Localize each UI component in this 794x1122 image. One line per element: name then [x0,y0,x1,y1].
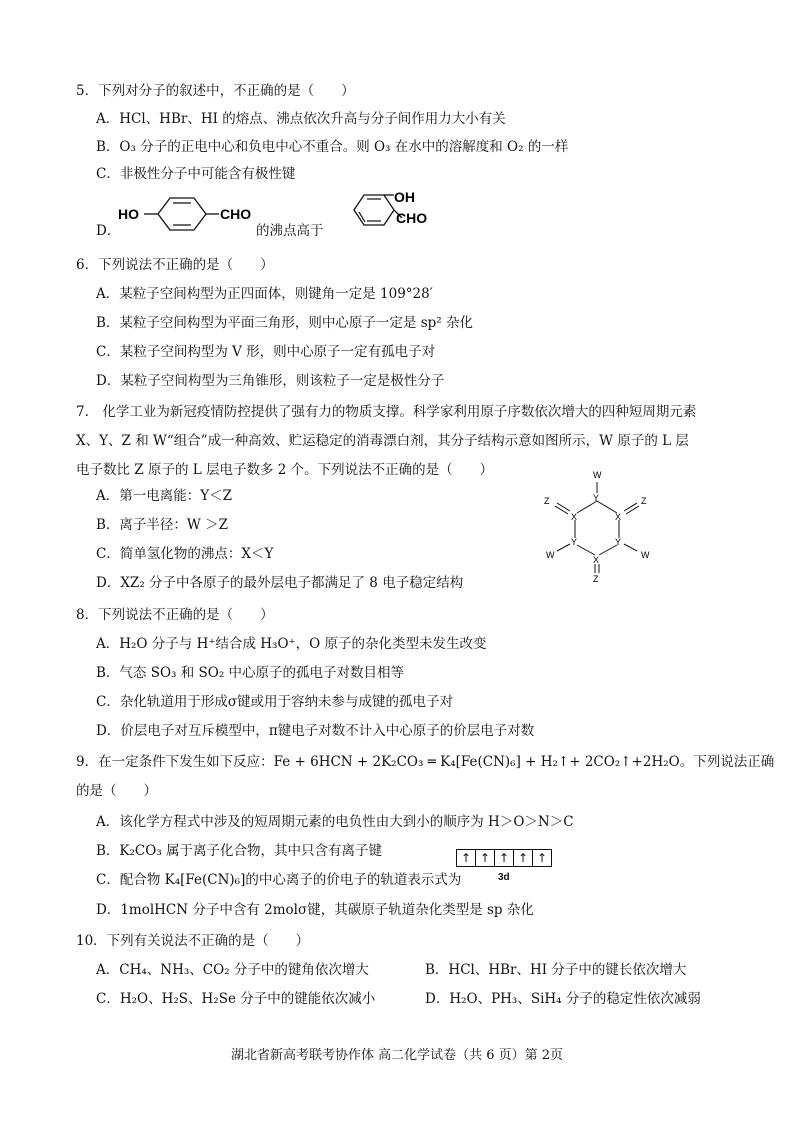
atom-z-right: Z [641,496,647,506]
orbital-box-5: ↑ [532,849,552,867]
orbital-label: 3d [498,872,510,883]
page-footer: 湖北省新高考联考协作体 高二化学试卷（共 6 页）第 2页 [230,1048,564,1063]
orbital-box-4: ↑ [513,849,533,867]
q8-option-b: B．气态 SO₃ 和 SO₂ 中心原子的孤电子对数目相等 [96,665,405,681]
atom-z-bottom: Z [593,574,599,584]
q8-option-c: C．杂化轨道用于形成σ键或用于容纳未参与成键的孤电子对 [96,694,454,710]
q10-option-c: C．H₂O、H₂S、H₂Se 分子中的键能依次减小 [96,991,376,1007]
mol1-left-label: HO [118,206,139,222]
q7-option-b: B．离子半径：W ＞Z [96,517,228,533]
q9-option-c: C．配合物 K₄[Fe(CN)₆]的中心离子的价电子的轨道表示式为 [96,872,462,888]
atom-y-right: Y [615,537,622,547]
atom-y-top: Y [593,493,600,503]
atom-z-left: Z [544,496,550,506]
q6-option-a: A．某粒子空间构型为正四面体，则键角一定是 109°28′ [96,286,433,302]
q9-option-d: D．1molHCN 分子中含有 2molσ键，其碳原子轨道杂化类型是 sp 杂化 [96,902,534,918]
orbital-diagram-3d [456,847,551,867]
q10-option-b: B．HCl、HBr、HI 分子中的键长依次增大 [425,962,687,978]
mol2-oh-label: OH [394,189,415,205]
q9-stem-line2: 的是（ ） [76,783,157,799]
q9-stem-line1: 9．在一定条件下发生如下反应：Fe + 6HCN + 2K₂CO₃ ═ K₄[Fe(CN)₆] + H₂↑+ 2CO₂↑+2H₂O。下列说法正确 [76,754,775,770]
q7-option-c: C．简单氢化物的沸点：X＜Y [96,546,274,562]
q7-option-d: D．XZ₂ 分子中各原子的最外层电子都满足了 8 电子稳定结构 [96,575,464,591]
atom-x-right: X [615,512,622,522]
q9-option-a: A．该化学方程式中涉及的短周期元素的电负性由大到小的顺序为 H＞O＞N＞C [96,814,574,830]
q10-option-d: D．H₂O、PH₃、SiH₄ 分子的稳定性依次减弱 [425,991,701,1007]
atom-x-bottom: X [593,555,600,565]
q7-molecular-structure-diagram [540,462,660,584]
mol1-right-label: CHO [220,206,252,222]
q7-stem-line2: X、Y、Z 和 W“组合”成一种高效、贮运稳定的消毒漂白剂，其分子结构示意如图所示，W 原子的 L 层 [76,433,689,449]
q10-option-a: A．CH₄、NH₃、CO₂ 分子中的键角依次增大 [96,962,369,978]
q7-option-a: A．第一电离能：Y＜Z [96,488,233,504]
q5-option-d-text: 的沸点高于 [256,223,324,239]
q5-option-b: B．O₃ 分子的正电中心和负电中心不重合。则 O₃ 在水中的溶解度和 O₂ 的一样 [96,139,569,155]
atom-x-left: X [571,512,578,522]
q8-option-d: D．价层电子对互斥模型中，π键电子对数不计入中心原子的价层电子对数 [96,723,535,739]
q5-option-d-label: D． [96,223,121,239]
q8-option-a: A．H₂O 分子与 H⁺结合成 H₃O⁺，O 原子的杂化类型未发生改变 [96,636,487,652]
atom-w-right: W [641,550,650,560]
ortho-hydroxybenzaldehyde-structure [354,190,434,238]
atom-w-top: W [593,470,602,480]
q6-stem: 6．下列说法不正确的是（ ） [76,257,274,273]
q5-option-a: A．HCl、HBr、HI 的熔点、沸点依次升高与分子间作用力大小有关 [96,111,506,127]
q6-option-d: D．某粒子空间构型为三角锥形，则该粒子一定是极性分子 [96,373,445,389]
orbital-box-3: ↑ [494,849,514,867]
q7-stem-line3: 电子数比 Z 原子的 L 层电子数多 2 个。下列说法不正确的是（ ） [76,462,494,478]
para-hydroxybenzaldehyde-structure [118,193,258,233]
orbital-box-2: ↑ [475,849,495,867]
q5-stem: 5．下列对分子的叙述中，不正确的是（ ） [76,83,355,99]
atom-y-left: Y [571,537,578,547]
q8-stem: 8．下列说法不正确的是（ ） [76,607,274,623]
q10-stem: 10．下列有关说法不正确的是（ ） [76,933,310,949]
q9-option-b: B．K₂CO₃ 属于离子化合物，其中只含有离子键 [96,843,383,859]
q5-option-c: C．非极性分子中可能含有极性键 [96,166,296,182]
orbital-box-1: ↑ [456,849,476,867]
q7-stem-line1: 7. 化学工业为新冠疫情防控提供了强有力的物质支撑。科学家利用原子序数依次增大的四种短周期元素 [76,404,697,420]
atom-w-left: W [546,550,555,560]
q6-option-b: B．某粒子空间构型为平面三角形，则中心原子一定是 sp² 杂化 [96,315,473,331]
mol2-cho-label: CHO [396,210,428,226]
q6-option-c: C．某粒子空间构型为 V 形，则中心原子一定有孤电子对 [96,344,436,360]
